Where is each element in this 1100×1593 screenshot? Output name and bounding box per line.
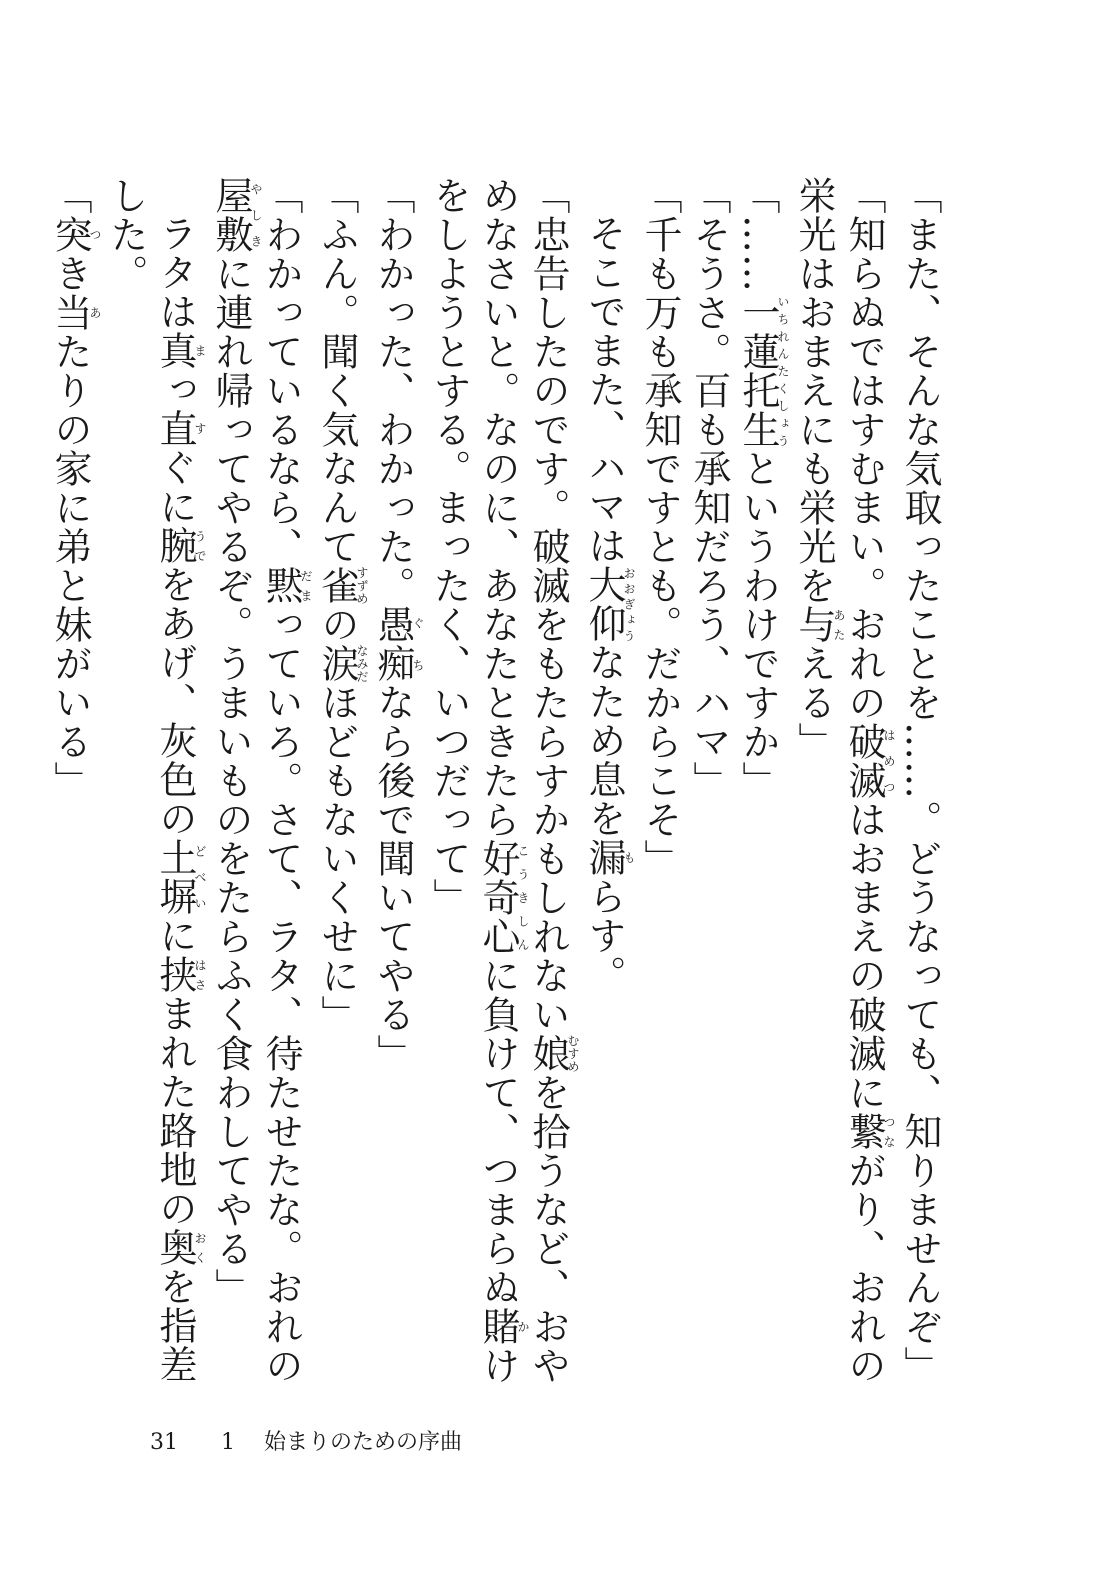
page-number: 31 <box>150 1430 178 1455</box>
text-run: っていろ。さて、ラタ、待たせたな。おれの <box>259 605 303 1385</box>
ruby-base: 大仰 <box>582 565 626 643</box>
ruby-word <box>259 566 313 605</box>
ruby-base: 土塀 <box>153 838 197 916</box>
ruby-reading: つな <box>882 1112 896 1151</box>
ruby-word <box>476 1307 530 1346</box>
ruby-base: 直 <box>153 409 197 448</box>
ruby-reading: なみだ <box>355 644 369 683</box>
text-run: まれた路地の <box>153 994 197 1228</box>
ruby-base: 漏 <box>582 838 626 877</box>
paragraph <box>206 176 312 1396</box>
vertical-text-body <box>45 176 944 1396</box>
chapter-number: 1 <box>221 1430 235 1455</box>
paragraph <box>789 176 895 1396</box>
text-run: らす。 <box>582 877 626 994</box>
ruby-base: 屋敷 <box>209 176 253 254</box>
paragraph <box>733 176 789 1396</box>
ruby-base: 涙 <box>315 644 359 683</box>
ruby-base: 黙 <box>259 566 303 605</box>
text-run: なため息を <box>582 643 626 838</box>
paragraph <box>368 176 424 1396</box>
ruby-reading: すずめ <box>355 566 369 605</box>
text-run: 「 <box>48 176 92 215</box>
ruby-base: 当 <box>48 293 92 332</box>
ruby-base: 愚痴 <box>371 605 415 683</box>
ruby-reading: どべい <box>193 838 207 916</box>
text-run: というわけですか」 <box>736 449 780 800</box>
text-run: 「ふん。聞く気なんて <box>315 176 359 566</box>
text-run: 「わかっているなら、 <box>259 176 303 566</box>
ruby-word <box>476 839 530 956</box>
ruby-base: 好奇心 <box>476 839 520 956</box>
ruby-reading: つ <box>88 215 102 254</box>
paragraph <box>312 176 368 1396</box>
ruby-word <box>209 176 263 254</box>
text-run: 「忠告したのです。破滅をもたらすかもしれない <box>526 176 570 1034</box>
ruby-base: 腕 <box>153 526 197 565</box>
ruby-word <box>153 409 207 448</box>
ruby-word <box>153 526 207 565</box>
chapter-title: 始まりのための序曲 <box>264 1430 463 1455</box>
paragraph <box>424 176 579 1396</box>
text-run: を指差した。 <box>104 176 197 1384</box>
ruby-reading: あ <box>88 293 102 332</box>
ruby-base: 真 <box>153 331 197 370</box>
text-run: 「そうさ。百も承知だろう、ハマ」 <box>687 176 731 800</box>
ruby-reading: ま <box>193 331 207 370</box>
paragraph <box>101 176 206 1396</box>
text-run: ほどもないくせに」 <box>315 683 359 1034</box>
text-run: に連れ帰ってやるぞ。うまいものをたらふく食わしてやる」 <box>209 254 253 1307</box>
text-run: 「…… <box>736 176 780 293</box>
text-run: をあげ、灰色の <box>153 565 197 838</box>
ruby-base: 奥 <box>153 1228 197 1267</box>
ruby-word <box>792 605 846 644</box>
ruby-word <box>153 331 207 370</box>
paragraph <box>579 176 635 1396</box>
ruby-reading: ぐち <box>411 605 425 683</box>
ruby-word <box>582 565 636 643</box>
paragraph <box>895 176 944 1396</box>
ruby-reading: はめつ <box>882 722 896 800</box>
paragraph <box>684 176 733 1396</box>
ruby-reading: おおぎょう <box>622 565 636 643</box>
ruby-word <box>153 838 207 916</box>
text-run: ラタは <box>153 214 197 331</box>
ruby-word <box>153 1228 207 1267</box>
ruby-word <box>48 215 102 254</box>
ruby-word <box>842 722 896 800</box>
text-run: なら後で聞いてやる」 <box>371 683 415 1073</box>
ruby-word <box>153 955 207 994</box>
ruby-word <box>582 838 636 877</box>
page-footer <box>150 1425 462 1456</box>
text-run: 「知らぬではすむまい。おれの <box>842 176 886 722</box>
ruby-base: 繋 <box>842 1112 886 1151</box>
ruby-base: 娘 <box>526 1034 570 1073</box>
text-run: けをしようとする。まったく、いつだって」 <box>427 176 520 1385</box>
paragraph <box>45 176 101 1396</box>
ruby-reading: おく <box>193 1228 207 1267</box>
ruby-word <box>371 605 425 683</box>
ruby-word <box>315 566 369 605</box>
ruby-reading: うで <box>193 526 207 565</box>
ruby-reading: も <box>622 838 636 877</box>
text-run: 「また、そんな気取ったことを……。どうなっても、知りませんぞ」 <box>898 176 942 1385</box>
ruby-word <box>48 293 102 332</box>
ruby-base: 一蓮托生 <box>736 293 780 449</box>
text-run: 「わかった、わかった。 <box>371 176 415 605</box>
ruby-word <box>526 1034 580 1073</box>
ruby-reading: むすめ <box>566 1034 580 1073</box>
text-run: に <box>153 916 197 955</box>
ruby-base: 挟 <box>153 955 197 994</box>
ruby-reading: か <box>516 1307 530 1346</box>
ruby-base: 突 <box>48 215 92 254</box>
text-run: に負けて、つまらぬ <box>476 956 520 1307</box>
ruby-reading: いちれんたくしょう <box>776 293 790 449</box>
ruby-word <box>315 644 369 683</box>
ruby-base: 雀 <box>315 566 359 605</box>
text-run: たりの家に弟と妹がいる」 <box>48 332 92 800</box>
text-run: っ <box>153 370 197 409</box>
ruby-reading: はさ <box>193 955 207 994</box>
text-run: がり、おれの栄光はおまえにも栄光を <box>792 176 886 1385</box>
text-run: 「千も万も承知ですとも。だからこそ」 <box>638 176 682 878</box>
ruby-reading: す <box>193 409 207 448</box>
paragraph <box>635 176 684 1396</box>
ruby-reading: こうきしん <box>516 839 530 956</box>
ruby-base: 破滅 <box>842 722 886 800</box>
ruby-reading: やしき <box>249 176 263 254</box>
text-run: を拾うなど、おやめなさいと。なのに、あなたときたら <box>476 176 570 1385</box>
text-run: ぐに <box>153 448 197 526</box>
text-run: える」 <box>792 644 836 761</box>
ruby-word <box>842 1112 896 1151</box>
ruby-base: 賭 <box>476 1307 520 1346</box>
text-run: はおまえの破滅に <box>842 800 886 1112</box>
ruby-reading: だま <box>299 566 313 605</box>
ruby-reading: あた <box>832 605 846 644</box>
text-run: の <box>315 605 359 644</box>
ruby-word <box>736 293 790 449</box>
text-run: そこでまた、ハマは <box>582 214 626 565</box>
text-run: き <box>48 254 92 293</box>
ruby-base: 与 <box>792 605 836 644</box>
